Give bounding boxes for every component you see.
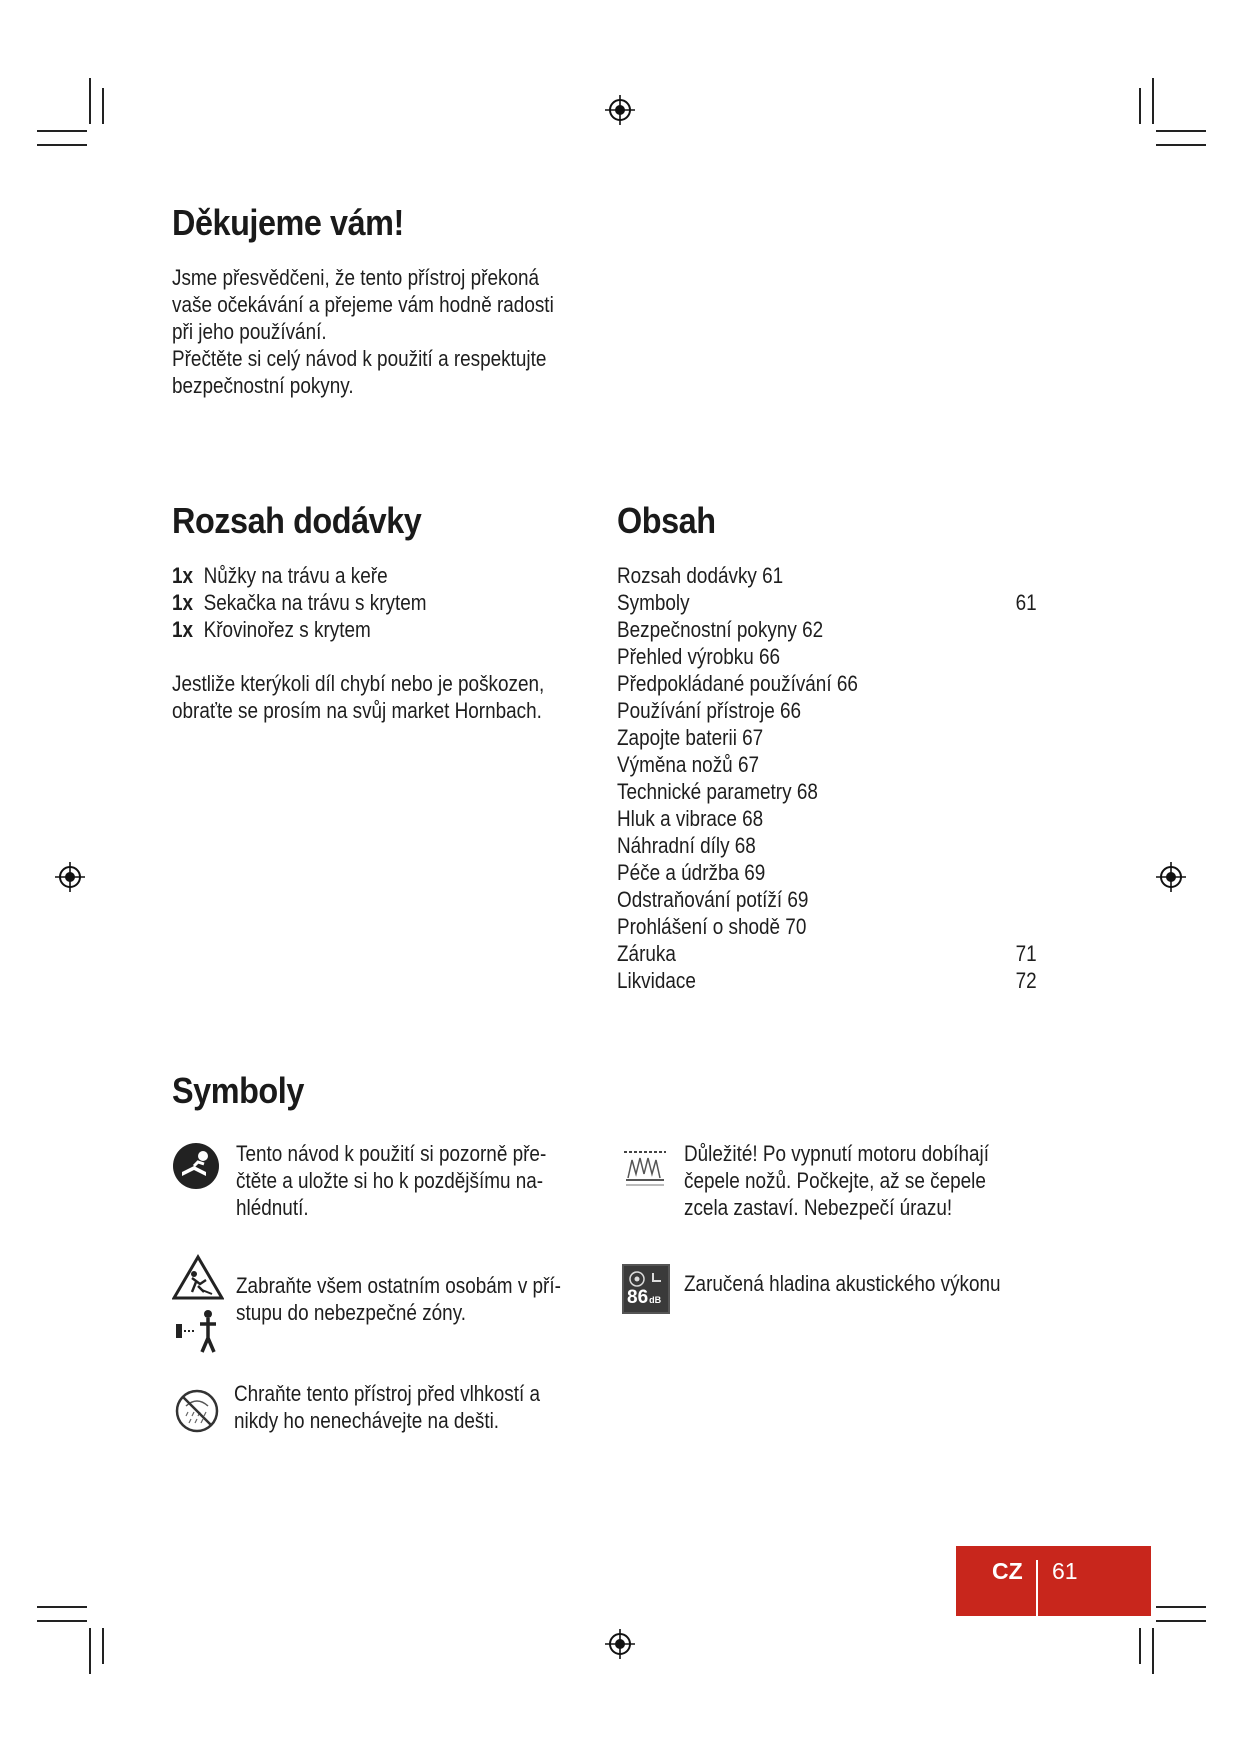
toc-label: Likvidace <box>617 968 696 993</box>
toc-label: Zapojte baterii 67 <box>617 725 764 750</box>
item-text: Křovinořez s krytem <box>203 617 371 642</box>
text-line: Tento návod k použití si pozorně pře- <box>236 1141 547 1166</box>
toc-label: Náhradní díly 68 <box>617 833 756 858</box>
text-line: stupu do nebezpečné zóny. <box>236 1300 467 1325</box>
symbol-no-rain <box>172 1380 592 1450</box>
no-rain-icon <box>174 1388 220 1434</box>
toc-label: Výměna nožů 67 <box>617 752 759 777</box>
page-number: 61 <box>1052 1558 1078 1584</box>
symbol-text <box>234 1380 587 1434</box>
toc-entry[interactable] <box>617 805 1037 832</box>
thanks-text <box>172 264 592 399</box>
toc-entry[interactable] <box>617 967 1037 994</box>
toc-entry[interactable] <box>617 589 1037 616</box>
symbol-read-manual <box>172 1140 592 1230</box>
sound-power-icon <box>622 1264 670 1314</box>
symbol-blade-warning <box>622 1140 1042 1230</box>
toc-entry[interactable] <box>617 913 1037 940</box>
text-line: Jestliže kterýkoli díl chybí nebo je poškozen, <box>172 671 545 696</box>
text-line: obraťte se prosím na svůj market Hornbach. <box>172 698 542 723</box>
text-line: zcela zastaví. Nebezpečí úrazu! <box>684 1195 953 1220</box>
symbol-text <box>684 1270 1062 1297</box>
quantity: 1x <box>172 563 194 588</box>
text-line: Důležité! Po vypnutí motoru dobíhají <box>684 1141 990 1166</box>
read-manual-icon <box>172 1142 220 1190</box>
text-line: Zabraňte všem ostatním osobám v pří- <box>236 1273 561 1298</box>
sound-level-unit: dB <box>649 1295 662 1305</box>
registration-mark-icon <box>605 95 635 125</box>
toc-label: Prohlášení o shodě 70 <box>617 914 807 939</box>
list-item <box>172 616 592 643</box>
toc-entry[interactable] <box>617 697 1037 724</box>
symbol-text <box>236 1272 587 1326</box>
toc-entry[interactable] <box>617 751 1037 778</box>
sound-level-badge <box>627 1288 661 1310</box>
toc-entry[interactable] <box>617 670 1037 697</box>
toc-page: 71 <box>1015 941 1037 966</box>
registration-mark-icon <box>605 1629 635 1659</box>
thanks-title: Děkujeme vám! <box>172 202 404 243</box>
text-line: při jeho používání. <box>172 319 327 344</box>
language-code: CZ <box>992 1558 1023 1584</box>
contents-title: Obsah <box>617 500 716 541</box>
quantity: 1x <box>172 590 194 615</box>
toc-label: Přehled výrobku 66 <box>617 644 781 669</box>
toc-label: Záruka <box>617 941 676 966</box>
list-item <box>172 589 592 616</box>
sound-level-value: 86 <box>627 1287 649 1308</box>
symbol-text <box>684 1140 1037 1221</box>
item-text: Sekačka na trávu s krytem <box>203 590 427 615</box>
toc-label: Rozsah dodávky 61 <box>617 563 784 588</box>
text-line: Jsme přesvědčeni, že tento přístroj překoná <box>172 265 540 290</box>
item-text: Nůžky na trávu a keře <box>203 563 388 588</box>
toc-entry[interactable] <box>617 859 1037 886</box>
toc-label: Bezpečnostní pokyny 62 <box>617 617 824 642</box>
symbols-title: Symboly <box>172 1070 304 1111</box>
text-line: čepele nožů. Počkejte, až se čepele <box>684 1168 986 1193</box>
symbol-keep-distance <box>172 1254 592 1364</box>
toc-label: Technické parametry 68 <box>617 779 818 804</box>
toc-label: Symboly <box>617 590 690 615</box>
registration-mark-icon <box>55 862 85 892</box>
text-line: nikdy ho nenechávejte na dešti. <box>234 1408 500 1433</box>
toc-label: Používání přístroje 66 <box>617 698 802 723</box>
text-line: hlédnutí. <box>236 1195 309 1220</box>
toc-label: Předpokládané používání 66 <box>617 671 858 696</box>
text-line: čtěte a uložte si ho k pozdějšímu na- <box>236 1168 544 1193</box>
text-line: Chraňte tento přístroj před vlhkostí a <box>234 1381 541 1406</box>
text-line: Přečtěte si celý návod k použití a respektujte <box>172 346 547 371</box>
registration-mark-icon <box>1156 862 1186 892</box>
delivery-section <box>172 500 592 724</box>
delivery-title: Rozsah dodávky <box>172 500 422 541</box>
thanks-section <box>172 202 592 399</box>
toc-label: Hluk a vibrace 68 <box>617 806 764 831</box>
toc-entry[interactable] <box>617 832 1037 859</box>
contents-list <box>617 562 1037 994</box>
toc-page: 61 <box>1015 590 1037 615</box>
toc-entry[interactable] <box>617 562 1037 589</box>
text-line: Zaručená hladina akustického výkonu <box>684 1271 1001 1296</box>
toc-entry[interactable] <box>617 778 1037 805</box>
page-tab <box>956 1546 1151 1616</box>
blade-warning-icon <box>622 1144 668 1188</box>
toc-entry[interactable] <box>617 724 1037 751</box>
list-item <box>172 562 592 589</box>
toc-label: Péče a údržba 69 <box>617 860 766 885</box>
contents-section <box>617 500 1037 994</box>
delivery-list <box>172 562 592 724</box>
text-line: bezpečnostní pokyny. <box>172 373 354 398</box>
symbol-text <box>236 1140 587 1221</box>
text-line: vaše očekávání a přejeme vám hodně radosti <box>172 292 554 317</box>
toc-entry[interactable] <box>617 643 1037 670</box>
keep-distance-icon <box>172 1254 224 1358</box>
toc-entry[interactable] <box>617 940 1037 967</box>
symbol-sound-power <box>622 1264 1042 1324</box>
toc-entry[interactable] <box>617 616 1037 643</box>
quantity: 1x <box>172 617 194 642</box>
tab-divider <box>1036 1560 1038 1616</box>
toc-label: Odstraňování potíží 69 <box>617 887 809 912</box>
toc-entry[interactable] <box>617 886 1037 913</box>
toc-page: 72 <box>1015 968 1037 993</box>
